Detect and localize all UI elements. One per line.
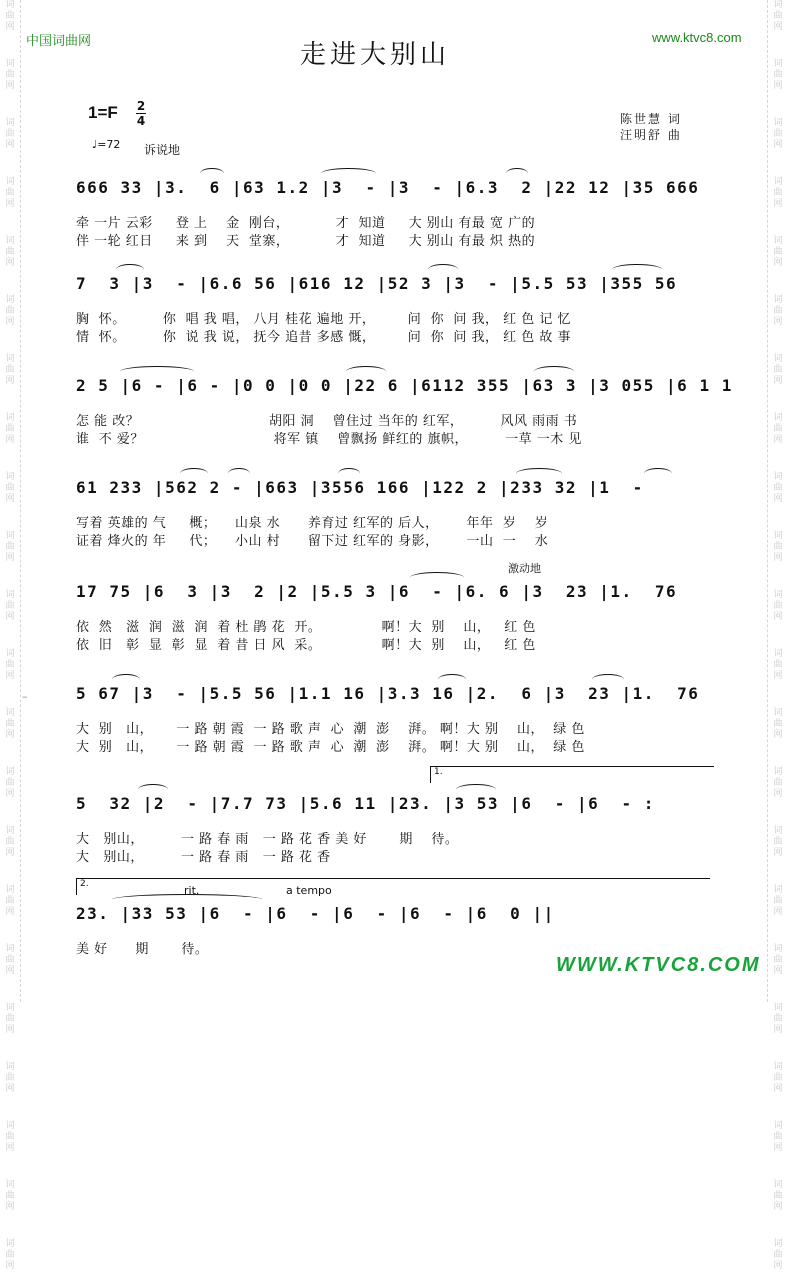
side-watermark-gap — [768, 1095, 788, 1107]
lyric-verse-1: 美 好 期 待。 — [76, 942, 209, 957]
side-watermark-gap — [768, 1036, 788, 1048]
margin-mark: – — [22, 690, 28, 703]
composer-credit: 汪明舒 曲 — [620, 128, 682, 142]
side-watermark-glyph: 网 — [5, 730, 15, 740]
side-watermark-gap — [0, 1036, 20, 1048]
side-watermark-glyph: 网 — [773, 1143, 783, 1153]
side-watermark-gap — [0, 918, 20, 930]
side-watermark-glyph: 曲 — [773, 719, 783, 729]
side-watermark-glyph: 词 — [773, 0, 783, 10]
expression-excited: 激动地 — [508, 562, 541, 575]
side-watermark-glyph: 词 — [5, 1121, 15, 1131]
side-watermark-gap — [768, 151, 788, 163]
side-watermark-glyph: 词 — [773, 236, 783, 246]
lyric-verse-2: 伴 一轮 红日 来 到 天 堂寨， 才 知道 大 别山 有最 炽 热的 — [76, 234, 536, 249]
key-signature: 1=F — [88, 103, 118, 122]
side-watermark-glyph: 词 — [5, 767, 15, 777]
side-watermark-glyph: 词 — [5, 413, 15, 423]
side-watermark-gap — [0, 800, 20, 812]
side-watermark-glyph: 曲 — [773, 365, 783, 375]
side-watermark-glyph: 词 — [773, 1062, 783, 1072]
side-watermark-glyph: 网 — [773, 317, 783, 327]
side-watermark-glyph: 曲 — [773, 1073, 783, 1083]
first-ending-label: 1. — [434, 767, 443, 777]
side-watermark-gap — [768, 446, 788, 458]
slur — [644, 468, 672, 479]
side-watermark-glyph: 网 — [5, 140, 15, 150]
side-watermark-glyph: 网 — [5, 1143, 15, 1153]
side-watermark-glyph: 曲 — [5, 1250, 15, 1260]
site-name-left: 中国词曲网 — [26, 34, 92, 49]
side-watermark-gap — [0, 151, 20, 163]
side-watermark-glyph: 词 — [5, 1239, 15, 1249]
lyric-verse-1: 依 然 滋 润 滋 润 着 杜 鹃 花 开。 啊！大 别 山， 红 色 — [76, 620, 536, 635]
side-watermark-gap — [768, 1272, 788, 1284]
lyric-verse-1: 牵 一片 云彩 登 上 金 刚台， 才 知道 大 别山 有最 宽 广的 — [76, 216, 536, 231]
side-watermark-glyph: 曲 — [5, 306, 15, 316]
side-watermark-gap — [768, 977, 788, 989]
side-watermark-gap — [0, 1095, 20, 1107]
side-watermark-glyph: 曲 — [5, 1073, 15, 1083]
side-watermark-glyph: 词 — [773, 59, 783, 69]
side-watermark-glyph: 网 — [773, 140, 783, 150]
side-watermark-gap — [768, 800, 788, 812]
side-watermark-glyph: 曲 — [773, 542, 783, 552]
side-watermark-glyph: 网 — [5, 1084, 15, 1094]
side-watermark-glyph: 曲 — [5, 424, 15, 434]
side-watermark-glyph: 词 — [5, 0, 15, 10]
side-watermark-glyph: 曲 — [773, 483, 783, 493]
side-watermark-glyph: 网 — [773, 966, 783, 976]
side-watermark-glyph: 网 — [5, 612, 15, 622]
side-watermark-glyph: 词 — [5, 944, 15, 954]
side-watermark-glyph: 词 — [5, 590, 15, 600]
side-watermark-glyph: 词 — [5, 649, 15, 659]
side-watermark-gap — [0, 977, 20, 989]
side-watermark-gap — [768, 269, 788, 281]
side-watermark-glyph: 网 — [773, 376, 783, 386]
side-watermark-glyph: 网 — [5, 22, 15, 32]
side-watermark-glyph: 词 — [773, 1003, 783, 1013]
side-watermark-glyph: 网 — [5, 789, 15, 799]
side-watermark-gap — [0, 682, 20, 694]
side-watermark-glyph: 曲 — [773, 11, 783, 21]
side-watermark-glyph: 词 — [773, 708, 783, 718]
side-watermark-gap — [768, 505, 788, 517]
side-watermark-gap — [768, 918, 788, 930]
side-watermark-gap — [0, 1213, 20, 1225]
lyric-verse-2: 情 怀。 你 说 我 说， 抚今 追昔 多感 慨， 问 你 问 我， 红 色 故 事 — [76, 330, 571, 345]
side-watermark-glyph: 曲 — [773, 896, 783, 906]
side-watermark-glyph: 词 — [5, 118, 15, 128]
side-watermark-glyph: 曲 — [5, 837, 15, 847]
side-watermark-gap — [0, 328, 20, 340]
side-watermark-glyph: 词 — [5, 295, 15, 305]
side-watermark-glyph: 词 — [5, 354, 15, 364]
side-watermark-glyph: 曲 — [5, 1132, 15, 1142]
side-watermark-gap — [0, 387, 20, 399]
side-watermark-glyph: 网 — [773, 1202, 783, 1212]
side-watermark-glyph: 曲 — [5, 896, 15, 906]
side-watermark-glyph: 词 — [773, 177, 783, 187]
side-watermark-glyph: 词 — [773, 295, 783, 305]
side-watermark-glyph: 词 — [773, 885, 783, 895]
side-watermark-glyph: 曲 — [773, 188, 783, 198]
side-watermark-gap — [0, 859, 20, 871]
side-watermark-glyph: 网 — [5, 848, 15, 858]
side-watermark-glyph: 网 — [5, 1025, 15, 1035]
side-watermark-glyph: 网 — [5, 317, 15, 327]
side-watermark-glyph: 词 — [773, 118, 783, 128]
side-watermark-gap — [0, 623, 20, 635]
side-watermark-glyph: 词 — [773, 1121, 783, 1131]
side-watermark-glyph: 词 — [773, 649, 783, 659]
site-url-right: www.ktvc8.com — [652, 30, 742, 45]
side-watermark-gap — [768, 92, 788, 104]
side-watermark-glyph: 曲 — [5, 188, 15, 198]
side-watermark-glyph: 词 — [5, 1003, 15, 1013]
side-watermark-glyph: 曲 — [773, 1132, 783, 1142]
side-watermark-gap — [768, 33, 788, 45]
lyricist-credit: 陈世慧 词 — [620, 112, 682, 126]
side-watermark-glyph: 网 — [5, 907, 15, 917]
notation-line: 7 3 |3 - |6.6 56 |616 12 |52 3 |3 - |5.5 53 |355 56 — [76, 274, 678, 293]
side-watermark-gap — [768, 328, 788, 340]
lyric-verse-1: 大 别山， 一 路 春 雨 一 路 花 香 美 好 期 待。 — [76, 832, 459, 847]
side-watermark-glyph: 曲 — [5, 660, 15, 670]
side-watermark-glyph: 曲 — [773, 778, 783, 788]
side-watermark-glyph: 网 — [773, 199, 783, 209]
side-watermark-glyph: 曲 — [5, 11, 15, 21]
side-watermark-glyph: 网 — [5, 376, 15, 386]
side-watermark-glyph: 曲 — [5, 129, 15, 139]
lyric-verse-2: 证着 烽火的 年 代； 小山 村 留下过 红军的 身影， 一山 一 水 — [76, 534, 549, 549]
side-watermark-glyph: 网 — [773, 553, 783, 563]
side-watermark-glyph: 曲 — [773, 70, 783, 80]
side-watermark-gap — [768, 623, 788, 635]
left-border-watermark — [0, 0, 21, 1271]
side-watermark-glyph: 网 — [5, 435, 15, 445]
first-ending-bracket — [430, 766, 714, 783]
side-watermark-glyph: 网 — [773, 1084, 783, 1094]
side-watermark-glyph: 词 — [773, 826, 783, 836]
side-watermark-gap — [768, 1213, 788, 1225]
side-watermark-glyph: 曲 — [773, 247, 783, 257]
notation-line: 61 233 |562 2 - |663 |3556 166 |122 2 |233 32 |1 - — [76, 478, 644, 497]
side-watermark-glyph: 词 — [773, 767, 783, 777]
side-watermark-gap — [0, 33, 20, 45]
side-watermark-glyph: 网 — [773, 1025, 783, 1035]
second-ending-label: 2. — [80, 879, 89, 889]
side-watermark-glyph: 网 — [773, 22, 783, 32]
side-watermark-glyph: 词 — [5, 885, 15, 895]
side-watermark-glyph: 曲 — [5, 601, 15, 611]
side-watermark-gap — [0, 505, 20, 517]
side-watermark-glyph: 曲 — [773, 1191, 783, 1201]
meter-bottom: 4 — [136, 114, 146, 128]
side-watermark-glyph: 词 — [773, 472, 783, 482]
lyric-verse-1: 怎 能 改？ 胡阳 洞 曾住过 当年的 红军， 风风 雨雨 书 — [76, 414, 578, 429]
side-watermark-glyph: 网 — [773, 1261, 783, 1271]
side-watermark-glyph: 词 — [5, 531, 15, 541]
side-watermark-glyph: 词 — [773, 354, 783, 364]
side-watermark-glyph: 网 — [5, 1202, 15, 1212]
side-watermark-glyph: 词 — [5, 472, 15, 482]
side-watermark-glyph: 词 — [773, 590, 783, 600]
side-watermark-glyph: 网 — [5, 1261, 15, 1271]
side-watermark-glyph: 网 — [773, 435, 783, 445]
side-watermark-glyph: 曲 — [5, 955, 15, 965]
notation-line: 5 67 |3 - |5.5 56 |1.1 16 |3.3 16 |2. 6 |3 23 |1. 76 — [76, 684, 700, 703]
notation-line: 666 33 |3. 6 |63 1.2 |3 - |3 - |6.3 2 |22 12 |35 666 — [76, 178, 700, 197]
side-watermark-glyph: 曲 — [773, 424, 783, 434]
side-watermark-glyph: 网 — [5, 671, 15, 681]
side-watermark-gap — [768, 1154, 788, 1166]
side-watermark-glyph: 曲 — [5, 483, 15, 493]
side-watermark-glyph: 网 — [773, 258, 783, 268]
side-watermark-glyph: 网 — [5, 258, 15, 268]
side-watermark-glyph: 网 — [5, 494, 15, 504]
tempo-marking: ♩=72 — [92, 138, 121, 151]
expression-marking: 诉说地 — [144, 143, 181, 157]
second-ending-bracket — [76, 878, 710, 895]
side-watermark-gap — [768, 387, 788, 399]
side-watermark-glyph: 曲 — [5, 778, 15, 788]
side-watermark-gap — [0, 446, 20, 458]
side-watermark-glyph: 曲 — [773, 129, 783, 139]
side-watermark-glyph: 曲 — [773, 955, 783, 965]
side-watermark-glyph: 网 — [5, 81, 15, 91]
side-watermark-glyph: 词 — [5, 59, 15, 69]
ritardando-marking: rit. — [184, 884, 200, 897]
side-watermark-glyph: 网 — [773, 81, 783, 91]
side-watermark-gap — [768, 564, 788, 576]
meter-top: 2 — [136, 99, 146, 113]
lyric-verse-1: 写着 英雄的 气 概； 山泉 水 养育过 红军的 后人， 年年 岁 岁 — [76, 516, 549, 531]
side-watermark-glyph: 曲 — [773, 1250, 783, 1260]
side-watermark-glyph: 曲 — [773, 306, 783, 316]
lyric-verse-2: 大 别 山， 一 路 朝 霞 一 路 歌 声 心 潮 澎 湃。 啊！大 别 山， 绿 色 — [76, 740, 585, 755]
lyric-verse-1: 大 别 山， 一 路 朝 霞 一 路 歌 声 心 潮 澎 湃。 啊！大 别 山， 绿 色 — [76, 722, 585, 737]
lyric-verse-1: 胸 怀。 你 唱 我 唱， 八月 桂花 遍地 开， 问 你 问 我， 红 色 记 忆 — [76, 312, 571, 327]
side-watermark-glyph: 曲 — [773, 660, 783, 670]
side-watermark-glyph: 词 — [5, 1062, 15, 1072]
side-watermark-glyph: 词 — [5, 177, 15, 187]
time-signature — [136, 100, 146, 127]
lyric-verse-2: 谁 不 爱？ 将军 镇 曾飘扬 鲜红的 旗帜， 一草 一木 见 — [76, 432, 582, 447]
notation-line: 5 32 |2 - |7.7 73 |5.6 11 |23. |3 53 |6 - |6 - : — [76, 794, 655, 813]
side-watermark-glyph: 词 — [773, 1239, 783, 1249]
side-watermark-glyph: 曲 — [5, 1014, 15, 1024]
song-title: 走进大别山 — [300, 40, 451, 70]
side-watermark-glyph: 网 — [5, 966, 15, 976]
side-watermark-gap — [0, 1272, 20, 1284]
side-watermark-glyph: 网 — [773, 671, 783, 681]
side-watermark-gap — [0, 564, 20, 576]
side-watermark-gap — [0, 269, 20, 281]
side-watermark-gap — [768, 210, 788, 222]
lyric-verse-2: 依 旧 彰 显 彰 显 着 昔 日 风 采。 啊！大 别 山， 红 色 — [76, 638, 536, 653]
right-border-watermark — [767, 0, 788, 1271]
side-watermark-glyph: 曲 — [5, 1191, 15, 1201]
side-watermark-glyph: 词 — [773, 1180, 783, 1190]
side-watermark-glyph: 词 — [773, 944, 783, 954]
notation-line: 17 75 |6 3 |3 2 |2 |5.5 3 |6 - |6. 6 |3 23 |1. 76 — [76, 582, 678, 601]
side-watermark-gap — [0, 210, 20, 222]
side-watermark-glyph: 网 — [5, 553, 15, 563]
bottom-watermark-logo: WWW.KTVC8.COM — [556, 954, 761, 976]
side-watermark-glyph: 词 — [5, 1180, 15, 1190]
side-watermark-glyph: 网 — [773, 848, 783, 858]
side-watermark-glyph: 词 — [5, 826, 15, 836]
side-watermark-glyph: 曲 — [773, 1014, 783, 1024]
side-watermark-glyph: 网 — [773, 730, 783, 740]
side-watermark-glyph: 曲 — [5, 719, 15, 729]
side-watermark-glyph: 曲 — [773, 601, 783, 611]
side-watermark-glyph: 曲 — [5, 542, 15, 552]
side-watermark-gap — [768, 741, 788, 753]
side-watermark-glyph: 词 — [5, 708, 15, 718]
side-watermark-gap — [768, 859, 788, 871]
notation-line: 2 5 |6 - |6 - |0 0 |0 0 |22 6 |6112 355 |63 3 |3 055 |6 1 1 — [76, 376, 733, 395]
notation-line: 23. |33 53 |6 - |6 - |6 - |6 - |6 0 || — [76, 904, 555, 923]
side-watermark-gap — [0, 741, 20, 753]
side-watermark-glyph: 网 — [773, 612, 783, 622]
side-watermark-glyph: 词 — [773, 413, 783, 423]
side-watermark-glyph: 曲 — [5, 70, 15, 80]
side-watermark-glyph: 曲 — [5, 365, 15, 375]
side-watermark-glyph: 词 — [773, 531, 783, 541]
side-watermark-glyph: 曲 — [5, 247, 15, 257]
a-tempo-marking: a tempo — [286, 884, 332, 897]
side-watermark-glyph: 网 — [773, 907, 783, 917]
lyric-verse-2: 大 别山， 一 路 春 雨 一 路 花 香 — [76, 850, 331, 865]
side-watermark-glyph: 词 — [5, 236, 15, 246]
side-watermark-gap — [768, 682, 788, 694]
side-watermark-gap — [0, 92, 20, 104]
side-watermark-glyph: 网 — [5, 199, 15, 209]
side-watermark-glyph: 曲 — [773, 837, 783, 847]
side-watermark-gap — [0, 1154, 20, 1166]
side-watermark-glyph: 网 — [773, 789, 783, 799]
side-watermark-glyph: 网 — [773, 494, 783, 504]
